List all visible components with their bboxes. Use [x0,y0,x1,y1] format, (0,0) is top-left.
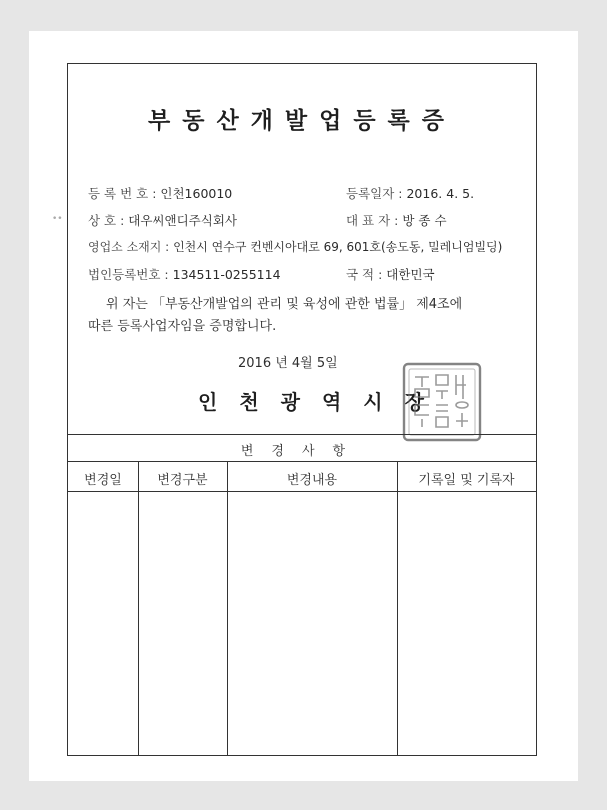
field-value: 대우씨앤디주식회사 [128,213,237,228]
issuer-name: 인천광역시장 [198,390,446,414]
column-header-change-date: 변경일 [84,473,122,488]
field-label: 대 표 자 : [346,213,399,228]
issue-date: 2016 년 4월 5일 [238,356,338,371]
field-label: 등록일자 : [346,186,403,201]
column-divider [227,461,228,755]
changes-section-title: 변경사항 [240,444,364,459]
field-company-name [88,211,237,229]
field-nationality [346,265,435,283]
certification-statement [88,294,528,338]
field-label: 법인등록번호 : [88,267,169,282]
field-value: 2016. 4. 5. [406,186,475,201]
field-label: 영업소 소재지 : [88,240,170,254]
field-label: 국 적 : [346,267,383,282]
margin-mark: •• [52,214,63,224]
field-office-address [88,238,502,255]
certificate-frame [52,63,537,756]
field-value: 134511-0255114 [172,267,281,282]
column-divider [397,461,398,755]
field-representative [346,211,447,229]
statement-line: 위 자는 「부동산개발업의 관리 및 육성에 관한 법률」 제4조에 [106,297,463,312]
field-value: 인천160010 [160,186,233,201]
field-value: 대한민국 [386,267,435,282]
certificate-paper [29,31,578,781]
field-value: 인천시 연수구 컨벤시아대로 69, 601호(송도동, 밀레니엄빌딩) [173,240,503,254]
column-divider [138,461,139,755]
official-seal-icon [401,361,483,443]
field-registration-number [88,184,232,202]
field-label: 상 호 : [88,213,125,228]
field-registration-date [346,184,474,202]
field-label: 등 록 번 호 : [88,186,157,201]
field-value: 방 종 수 [402,213,447,228]
field-corporate-number [88,265,281,283]
column-header-change-type: 변경구분 [157,473,208,488]
column-header-change-content: 변경내용 [286,473,338,488]
column-header-recorder: 기록일 및 기록자 [418,473,515,488]
statement-line: 따른 등록사업자임을 증명합니다. [88,319,277,334]
document-title: 부동산개발업등록증 [148,107,456,134]
section-divider [68,434,536,435]
